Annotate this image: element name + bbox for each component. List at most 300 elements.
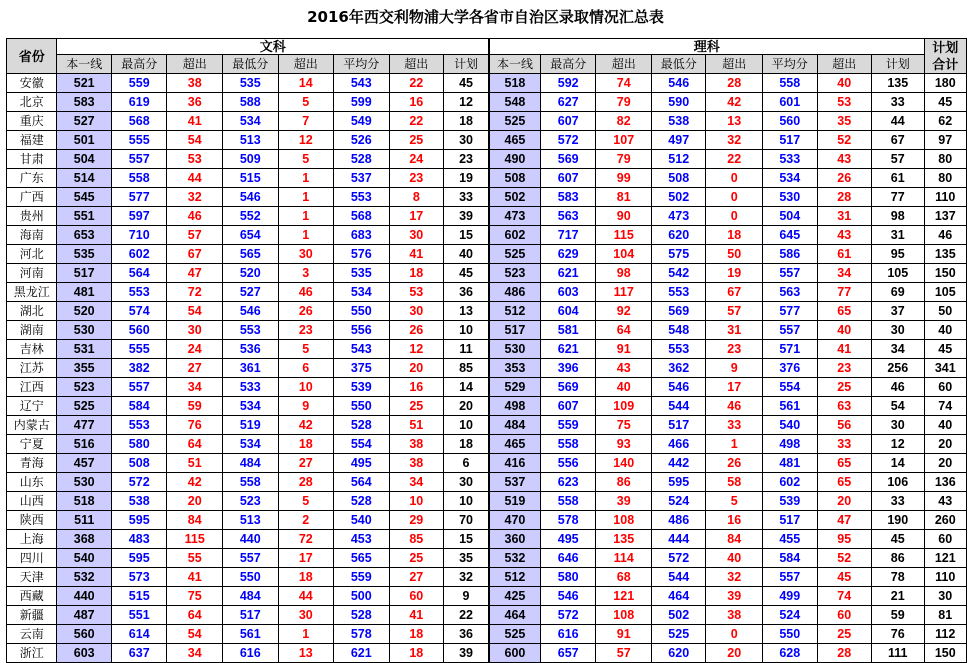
science-value-cell: 502 [651,606,706,625]
science-value-cell: 76 [872,625,925,644]
total-plan-cell: 20 [924,435,967,454]
arts-value-cell: 34 [167,644,223,663]
arts-col-header: 超出 [278,55,334,74]
total-plan-cell: 60 [924,530,967,549]
arts-value-cell: 550 [223,568,279,587]
arts-value-cell: 25 [389,549,444,568]
science-value-cell: 58 [706,473,763,492]
science-value-cell: 530 [763,188,818,207]
arts-value-cell: 76 [167,416,223,435]
total-plan-cell: 110 [924,568,967,587]
arts-value-cell: 440 [223,530,279,549]
science-value-cell: 548 [489,93,540,112]
arts-value-cell: 517 [57,264,112,283]
arts-value-cell: 10 [444,492,489,511]
arts-value-cell: 85 [444,359,489,378]
science-value-cell: 495 [540,530,596,549]
province-cell: 甘肃 [7,150,57,169]
science-value-cell: 623 [540,473,596,492]
arts-col-header: 超出 [389,55,444,74]
science-value-cell: 43 [817,150,872,169]
arts-value-cell: 2 [278,511,334,530]
science-value-cell: 84 [706,530,763,549]
arts-value-cell: 57 [167,226,223,245]
total-plan-cell: 341 [924,359,967,378]
arts-value-cell: 543 [334,340,390,359]
science-value-cell: 33 [872,93,925,112]
arts-value-cell: 553 [111,416,167,435]
science-value-cell: 57 [706,302,763,321]
arts-value-cell: 9 [278,397,334,416]
science-value-cell: 106 [872,473,925,492]
science-value-cell: 628 [763,644,818,663]
arts-value-cell: 13 [444,302,489,321]
science-value-cell: 560 [763,112,818,131]
arts-value-cell: 539 [334,378,390,397]
total-plan-cell: 62 [924,112,967,131]
science-col-header: 超出 [596,55,652,74]
table-row [7,93,967,112]
arts-value-cell: 710 [111,226,167,245]
table-row [7,169,967,188]
science-value-cell: 108 [596,606,652,625]
arts-value-cell: 67 [167,245,223,264]
science-value-cell: 0 [706,625,763,644]
science-col-header: 本一线 [489,55,540,74]
arts-value-cell: 553 [111,283,167,302]
arts-col-header: 平均分 [334,55,390,74]
province-cell: 河北 [7,245,57,264]
total-plan-cell: 81 [924,606,967,625]
total-plan-cell: 45 [924,340,967,359]
arts-value-cell: 558 [111,169,167,188]
arts-value-cell: 564 [334,473,390,492]
science-value-cell: 571 [763,340,818,359]
arts-value-cell: 39 [444,207,489,226]
total-plan-cell: 20 [924,454,967,473]
arts-value-cell: 595 [111,549,167,568]
arts-value-cell: 513 [223,131,279,150]
science-value-cell: 517 [489,321,540,340]
arts-value-cell: 621 [334,644,390,663]
science-value-cell: 33 [872,492,925,511]
total-plan-cell: 43 [924,492,967,511]
science-value-cell: 22 [706,150,763,169]
total-plan-cell: 40 [924,321,967,340]
arts-col-header: 最低分 [223,55,279,74]
arts-value-cell: 23 [389,169,444,188]
arts-value-cell: 1 [278,169,334,188]
science-value-cell: 396 [540,359,596,378]
science-value-cell: 38 [706,606,763,625]
table-row [7,359,967,378]
arts-value-cell: 595 [111,511,167,530]
science-value-cell: 557 [763,264,818,283]
science-value-cell: 512 [489,302,540,321]
table-row [7,283,967,302]
table-row [7,150,967,169]
science-value-cell: 23 [817,359,872,378]
arts-value-cell: 18 [389,644,444,663]
science-value-cell: 484 [489,416,540,435]
science-value-cell: 25 [817,625,872,644]
arts-value-cell: 6 [278,359,334,378]
table-row [7,302,967,321]
arts-value-cell: 495 [334,454,390,473]
science-value-cell: 19 [706,264,763,283]
arts-value-cell: 27 [167,359,223,378]
science-value-cell: 554 [763,378,818,397]
arts-value-cell: 531 [57,340,112,359]
science-value-cell: 46 [872,378,925,397]
science-value-cell: 464 [489,606,540,625]
science-value-cell: 33 [706,416,763,435]
arts-value-cell: 558 [223,473,279,492]
arts-value-cell: 36 [444,625,489,644]
science-value-cell: 525 [489,245,540,264]
science-value-cell: 546 [651,378,706,397]
province-cell: 新疆 [7,606,57,625]
arts-value-cell: 14 [444,378,489,397]
science-value-cell: 569 [651,302,706,321]
arts-value-cell: 30 [389,302,444,321]
total-plan-cell: 150 [924,644,967,663]
science-value-cell: 557 [763,321,818,340]
arts-value-cell: 38 [389,454,444,473]
arts-value-cell: 115 [167,530,223,549]
arts-value-cell: 551 [111,606,167,625]
table-row [7,245,967,264]
arts-value-cell: 75 [167,587,223,606]
science-value-cell: 595 [651,473,706,492]
total-plan-cell: 112 [924,625,967,644]
science-col-header: 计划 [872,55,925,74]
science-value-cell: 466 [651,435,706,454]
arts-value-cell: 597 [111,207,167,226]
science-value-cell: 56 [817,416,872,435]
arts-value-cell: 5 [278,492,334,511]
arts-value-cell: 550 [334,302,390,321]
science-value-cell: 111 [872,644,925,663]
arts-value-cell: 368 [57,530,112,549]
science-value-cell: 512 [651,150,706,169]
science-value-cell: 26 [706,454,763,473]
science-value-cell: 42 [706,93,763,112]
table-row [7,549,967,568]
arts-value-cell: 5 [278,150,334,169]
science-value-cell: 99 [596,169,652,188]
science-value-cell: 108 [596,511,652,530]
admission-summary-table [6,38,967,663]
science-value-cell: 581 [540,321,596,340]
science-value-cell: 82 [596,112,652,131]
table-body [7,74,967,663]
science-value-cell: 601 [763,93,818,112]
science-value-cell: 416 [489,454,540,473]
province-cell: 宁夏 [7,435,57,454]
science-value-cell: 43 [596,359,652,378]
science-value-cell: 473 [489,207,540,226]
arts-value-cell: 28 [278,473,334,492]
science-value-cell: 65 [817,473,872,492]
science-value-cell: 577 [763,302,818,321]
science-value-cell: 64 [596,321,652,340]
arts-value-cell: 528 [334,150,390,169]
table-row [7,492,967,511]
science-value-cell: 92 [596,302,652,321]
total-plan-cell: 74 [924,397,967,416]
arts-value-cell: 534 [223,435,279,454]
science-value-cell: 517 [763,511,818,530]
science-value-cell: 578 [540,511,596,530]
arts-value-cell: 440 [57,587,112,606]
science-value-cell: 9 [706,359,763,378]
science-value-cell: 607 [540,397,596,416]
science-value-cell: 544 [651,568,706,587]
science-value-cell: 464 [651,587,706,606]
arts-value-cell: 532 [57,568,112,587]
total-plan-cell: 137 [924,207,967,226]
arts-value-cell: 26 [278,302,334,321]
table-row [7,435,967,454]
science-value-cell: 620 [651,226,706,245]
arts-value-cell: 16 [389,93,444,112]
arts-value-cell: 637 [111,644,167,663]
arts-value-cell: 538 [111,492,167,511]
arts-value-cell: 44 [278,587,334,606]
arts-value-cell: 584 [111,397,167,416]
total-plan-cell: 30 [924,587,967,606]
province-cell: 浙江 [7,644,57,663]
science-value-cell: 376 [763,359,818,378]
arts-value-cell: 53 [389,283,444,302]
arts-value-cell: 30 [278,606,334,625]
science-value-cell: 28 [706,74,763,93]
science-value-cell: 508 [651,169,706,188]
arts-value-cell: 41 [389,606,444,625]
total-plan-cell: 45 [924,93,967,112]
arts-value-cell: 1 [278,226,334,245]
arts-col-header: 本一线 [57,55,112,74]
science-value-cell: 40 [817,74,872,93]
science-value-cell: 563 [540,207,596,226]
arts-value-cell: 41 [167,568,223,587]
province-cell: 山东 [7,473,57,492]
arts-value-cell: 39 [444,644,489,663]
arts-value-cell: 534 [334,283,390,302]
arts-value-cell: 574 [111,302,167,321]
arts-value-cell: 14 [278,74,334,93]
science-value-cell: 86 [872,549,925,568]
province-cell: 辽宁 [7,397,57,416]
science-value-cell: 544 [651,397,706,416]
arts-value-cell: 602 [111,245,167,264]
province-cell: 海南 [7,226,57,245]
science-value-cell: 65 [817,302,872,321]
science-value-cell: 497 [651,131,706,150]
science-value-cell: 41 [817,340,872,359]
table-row [7,454,967,473]
total-plan-cell: 105 [924,283,967,302]
arts-value-cell: 536 [223,340,279,359]
arts-value-cell: 46 [278,283,334,302]
arts-value-cell: 23 [444,150,489,169]
arts-value-cell: 42 [167,473,223,492]
arts-value-cell: 534 [223,112,279,131]
arts-group-header: 文科 [57,39,489,55]
arts-value-cell: 484 [223,587,279,606]
arts-value-cell: 560 [57,625,112,644]
province-cell: 天津 [7,568,57,587]
arts-value-cell: 17 [278,549,334,568]
science-value-cell: 538 [651,112,706,131]
arts-value-cell: 599 [334,93,390,112]
science-value-cell: 470 [489,511,540,530]
science-value-cell: 502 [489,188,540,207]
science-value-cell: 717 [540,226,596,245]
arts-value-cell: 12 [389,340,444,359]
science-col-header: 超出 [706,55,763,74]
science-value-cell: 621 [540,340,596,359]
table-row [7,188,967,207]
science-value-cell: 498 [763,435,818,454]
arts-value-cell: 527 [223,283,279,302]
total-plan-cell: 80 [924,150,967,169]
science-value-cell: 486 [489,283,540,302]
arts-value-cell: 551 [57,207,112,226]
arts-value-cell: 18 [444,435,489,454]
science-value-cell: 34 [817,264,872,283]
science-value-cell: 455 [763,530,818,549]
province-cell: 四川 [7,549,57,568]
table-row [7,568,967,587]
arts-value-cell: 17 [389,207,444,226]
total-plan-header [924,39,967,74]
science-value-cell: 558 [540,435,596,454]
table-row [7,587,967,606]
science-value-cell: 425 [489,587,540,606]
science-value-cell: 517 [763,131,818,150]
arts-value-cell: 525 [57,397,112,416]
arts-value-cell: 72 [167,283,223,302]
arts-value-cell: 59 [167,397,223,416]
science-value-cell: 46 [706,397,763,416]
science-value-cell: 572 [540,131,596,150]
arts-value-cell: 515 [223,169,279,188]
arts-value-cell: 528 [334,492,390,511]
science-value-cell: 54 [872,397,925,416]
arts-value-cell: 487 [57,606,112,625]
arts-value-cell: 375 [334,359,390,378]
science-value-cell: 61 [872,169,925,188]
province-cell: 吉林 [7,340,57,359]
table-row [7,321,967,340]
science-value-cell: 69 [872,283,925,302]
arts-value-cell: 534 [223,397,279,416]
arts-value-cell: 616 [223,644,279,663]
arts-value-cell: 1 [278,207,334,226]
arts-value-cell: 46 [167,207,223,226]
science-value-cell: 512 [489,568,540,587]
arts-value-cell: 30 [278,245,334,264]
science-value-cell: 65 [817,454,872,473]
science-value-cell: 629 [540,245,596,264]
arts-value-cell: 12 [278,131,334,150]
science-value-cell: 57 [596,644,652,663]
science-value-cell: 523 [489,264,540,283]
total-plan-cell: 46 [924,226,967,245]
science-value-cell: 109 [596,397,652,416]
science-value-cell: 74 [817,587,872,606]
science-value-cell: 563 [763,283,818,302]
arts-value-cell: 26 [389,321,444,340]
science-value-cell: 559 [540,416,596,435]
science-value-cell: 14 [872,454,925,473]
science-value-cell: 481 [763,454,818,473]
table-row [7,511,967,530]
science-value-cell: 67 [872,131,925,150]
science-value-cell: 135 [596,530,652,549]
table-row [7,397,967,416]
province-header: 省份 [7,39,57,74]
science-value-cell: 68 [596,568,652,587]
arts-value-cell: 546 [223,188,279,207]
arts-value-cell: 520 [57,302,112,321]
table-row [7,264,967,283]
science-value-cell: 105 [872,264,925,283]
science-value-cell: 30 [872,416,925,435]
science-value-cell: 442 [651,454,706,473]
arts-value-cell: 53 [167,150,223,169]
science-value-cell: 498 [489,397,540,416]
total-plan-cell: 121 [924,549,967,568]
arts-value-cell: 20 [167,492,223,511]
arts-value-cell: 382 [111,359,167,378]
arts-value-cell: 54 [167,625,223,644]
science-value-cell: 0 [706,169,763,188]
province-cell: 上海 [7,530,57,549]
table-row [7,473,967,492]
science-value-cell: 78 [872,568,925,587]
arts-value-cell: 84 [167,511,223,530]
science-value-cell: 33 [817,435,872,454]
science-value-cell: 17 [706,378,763,397]
science-value-cell: 540 [763,416,818,435]
arts-value-cell: 12 [444,93,489,112]
total-plan-cell: 136 [924,473,967,492]
arts-value-cell: 9 [444,587,489,606]
science-value-cell: 75 [596,416,652,435]
science-value-cell: 115 [596,226,652,245]
arts-value-cell: 484 [223,454,279,473]
science-value-cell: 140 [596,454,652,473]
arts-value-cell: 528 [334,606,390,625]
arts-value-cell: 578 [334,625,390,644]
science-value-cell: 86 [596,473,652,492]
arts-value-cell: 572 [111,473,167,492]
arts-value-cell: 85 [389,530,444,549]
science-value-cell: 486 [651,511,706,530]
science-value-cell: 569 [540,378,596,397]
science-value-cell: 586 [763,245,818,264]
province-cell: 江苏 [7,359,57,378]
province-cell: 重庆 [7,112,57,131]
arts-value-cell: 32 [444,568,489,587]
science-value-cell: 121 [596,587,652,606]
arts-value-cell: 10 [444,416,489,435]
arts-value-cell: 535 [223,74,279,93]
province-cell: 湖南 [7,321,57,340]
